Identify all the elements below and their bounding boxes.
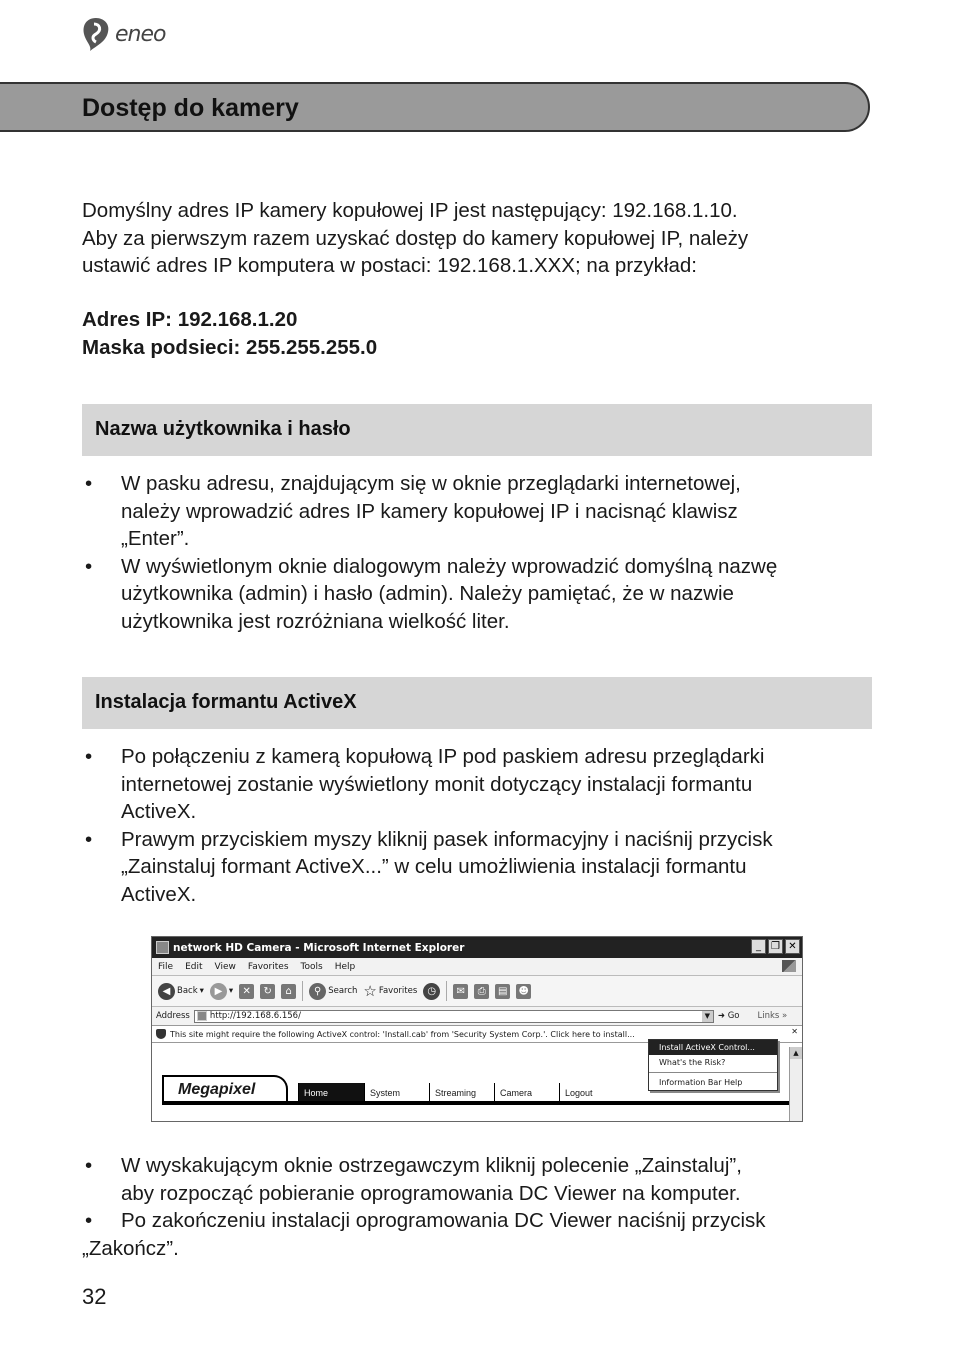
list-item xyxy=(82,553,874,636)
page-title: Dostęp do kamery xyxy=(82,94,299,122)
close-icon[interactable]: ✕ xyxy=(791,1027,798,1036)
list-item xyxy=(82,1152,874,1207)
nav-system[interactable]: System xyxy=(364,1083,429,1103)
menu-item-whats-the-risk[interactable]: What's the Risk? xyxy=(659,1058,726,1067)
favorites-label: Favorites xyxy=(378,986,418,996)
camera-nav xyxy=(298,1083,624,1103)
network-settings xyxy=(82,306,872,361)
windows-flag-icon xyxy=(782,960,796,972)
intro-line: Domyślny adres IP kamery kopułowej IP jest następujący: 192.168.1.10. xyxy=(82,199,738,222)
go-label: Go xyxy=(727,1011,740,1021)
address-label: Address xyxy=(156,1011,190,1021)
list-item-line: W wyskakującym oknie ostrzegawczym kliknij polecenie „Zainstaluj”, xyxy=(121,1154,742,1177)
list-item-line: Po połączeniu z kamerą kopułową IP pod paskiem adresu przeglądarki xyxy=(121,745,765,768)
section-title: Nazwa użytkownika i hasło xyxy=(95,418,351,440)
list-item-line: internetowej zostanie wyświetlony monit dotyczący instalacji formantu xyxy=(121,772,753,796)
nav-logout[interactable]: Logout xyxy=(559,1083,624,1103)
chevron-down-icon[interactable]: ▼ xyxy=(702,1011,713,1022)
intro-paragraph xyxy=(82,197,872,280)
nav-camera[interactable]: Camera xyxy=(494,1083,559,1103)
page-number: 32 xyxy=(82,1284,107,1309)
edit-icon[interactable]: ▤ xyxy=(495,984,510,999)
minimize-button[interactable]: _ xyxy=(751,939,766,954)
links-button[interactable]: Links » xyxy=(757,1011,788,1021)
forward-arrow-icon: ▶ xyxy=(210,983,227,1000)
stop-icon[interactable]: ✕ xyxy=(239,984,254,999)
list-item-line: Po zakończeniu instalacji oprogramowania DC Viewer naciśnij przycisk xyxy=(121,1209,766,1232)
credentials-list xyxy=(82,470,874,635)
ip-address-line: Adres IP: 192.168.1.20 xyxy=(82,308,298,331)
address-bar xyxy=(152,1007,802,1026)
list-item-line: Prawym przyciskiem myszy kliknij pasek informacyjny i naciśnij przycisk xyxy=(121,827,773,851)
maximize-button[interactable]: ❐ xyxy=(768,939,783,954)
toolbar xyxy=(152,976,802,1007)
refresh-icon[interactable]: ↻ xyxy=(260,984,275,999)
list-item-line: aby rozpocząć pobieranie oprogramowania DC Viewer na komputer. xyxy=(121,1181,741,1205)
back-button[interactable]: ◀ Back ▾ xyxy=(158,983,204,1000)
menu-bar xyxy=(152,958,802,976)
go-button[interactable]: ➜ Go xyxy=(717,1011,740,1021)
bullet-icon: • xyxy=(85,1209,93,1232)
bullet-icon: • xyxy=(85,1154,93,1177)
toolbar-separator xyxy=(302,981,303,1001)
list-item-line: „Zakończ”. xyxy=(82,1236,179,1260)
star-icon: ☆ xyxy=(363,982,377,1000)
finish-step xyxy=(82,1207,872,1262)
favorites-button[interactable] xyxy=(363,982,417,1000)
window-title-bar xyxy=(152,937,802,958)
menu-favorites[interactable]: Favorites xyxy=(247,961,289,972)
page-icon xyxy=(197,1011,207,1021)
back-label: Back xyxy=(177,986,198,996)
list-item-line: użytkownika (admin) i hasło (admin). Należy pamiętać, że w nazwie xyxy=(121,582,734,605)
list-item xyxy=(82,743,874,826)
menu-view[interactable]: View xyxy=(214,961,236,972)
search-label: Search xyxy=(328,986,358,996)
address-input[interactable] xyxy=(194,1010,714,1023)
menu-file[interactable]: File xyxy=(158,961,174,972)
eneo-logo-mark-icon xyxy=(80,16,112,52)
list-item-line: użytkownika jest rozróżniana wielkość liter. xyxy=(121,609,510,633)
scrollbar[interactable] xyxy=(789,1047,802,1122)
menu-help[interactable]: Help xyxy=(334,961,356,972)
list-item-line: ActiveX. xyxy=(121,882,197,906)
bullet-icon: • xyxy=(85,745,93,768)
section-header-activex xyxy=(82,677,872,729)
menu-item-info-bar-help[interactable]: Information Bar Help xyxy=(659,1078,743,1087)
messenger-icon[interactable]: ☻ xyxy=(516,984,531,999)
bullet-icon: • xyxy=(85,827,93,851)
scroll-up-icon[interactable]: ▲ xyxy=(790,1047,802,1059)
ie-icon xyxy=(156,941,169,954)
list-item xyxy=(82,826,874,909)
menu-divider xyxy=(649,1072,777,1073)
search-button[interactable] xyxy=(309,983,357,1000)
nav-underline xyxy=(162,1101,796,1105)
window-controls xyxy=(751,939,800,954)
list-item-line: ActiveX. xyxy=(121,800,197,823)
nav-home[interactable]: Home xyxy=(298,1083,364,1103)
intro-line: Aby za pierwszym razem uzyskać dostęp do kamery kopułowej IP, należy xyxy=(82,226,749,250)
mail-icon[interactable]: ✉ xyxy=(453,984,468,999)
menu-item-install-activex[interactable]: Install ActiveX Control... xyxy=(649,1040,777,1055)
section-title: Instalacja formantu ActiveX xyxy=(95,691,357,713)
context-menu xyxy=(648,1039,778,1091)
forward-button[interactable]: ▶ ▾ xyxy=(210,983,233,1000)
install-steps-list xyxy=(82,1152,874,1207)
list-item-line: należy wprowadzić adres IP kamery kopułowej IP i nacisnąć klawisz xyxy=(121,499,738,523)
menu-edit[interactable]: Edit xyxy=(185,961,203,972)
list-item-line: W wyświetlonym oknie dialogowym należy wprowadzić domyślną nazwę xyxy=(121,554,778,578)
shield-icon xyxy=(156,1029,166,1039)
eneo-logo xyxy=(80,16,165,52)
bullet-icon: • xyxy=(85,554,93,578)
print-icon[interactable]: ⎙ xyxy=(474,984,489,999)
history-icon[interactable]: ◷ xyxy=(423,983,440,1000)
address-value: http://192.168.6.156/ xyxy=(209,1011,301,1021)
site-logo: Megapixel xyxy=(162,1075,288,1101)
activex-list xyxy=(82,743,874,908)
subnet-mask-line: Maska podsieci: 255.255.255.0 xyxy=(82,335,378,359)
toolbar-separator xyxy=(446,981,447,1001)
menu-tools[interactable]: Tools xyxy=(300,961,323,972)
information-bar-text: This site might require the following ActiveX control: 'Install.cab' from 'Security System Corp.'. Click here to install... xyxy=(170,1029,635,1039)
bullet-icon: • xyxy=(85,472,93,495)
browser-screenshot xyxy=(151,936,803,1122)
links-label: Links xyxy=(757,1011,780,1021)
back-arrow-icon: ◀ xyxy=(158,983,175,1000)
nav-streaming[interactable]: Streaming xyxy=(429,1083,494,1103)
intro-line: ustawić adres IP komputera w postaci: 192.168.1.XXX; na przykład: xyxy=(82,254,697,277)
close-button[interactable]: ✕ xyxy=(785,939,800,954)
window-title: network HD Camera - Microsoft Internet Explorer xyxy=(173,941,465,954)
section-header-credentials xyxy=(82,404,872,456)
list-item-line: „Zainstaluj formant ActiveX...” w celu umożliwienia instalacji formantu xyxy=(121,855,747,878)
list-item xyxy=(82,470,874,553)
eneo-logo-text: eneo xyxy=(115,21,166,47)
finish-step-first-line xyxy=(82,1207,872,1235)
list-item-line: „Enter”. xyxy=(121,527,190,550)
list-item-line: W pasku adresu, znajdującym się w oknie przeglądarki internetowej, xyxy=(121,472,741,495)
search-icon: ⚲ xyxy=(309,983,326,1000)
home-icon[interactable]: ⌂ xyxy=(281,984,296,999)
